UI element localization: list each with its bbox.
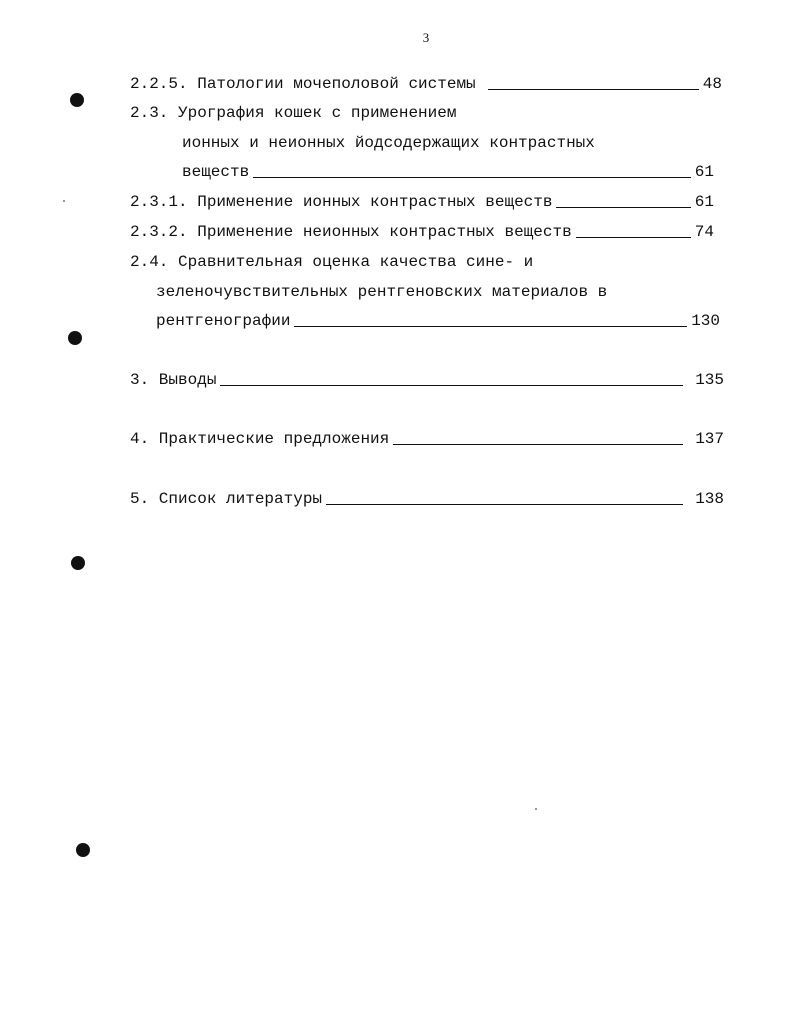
toc-entry-2-4-line3 <box>156 309 720 333</box>
toc-entry-3 <box>130 368 724 392</box>
toc-entry-2-2-5 <box>130 72 722 96</box>
toc-leader-line <box>220 385 683 386</box>
toc-entry-2-3-line2: ионных и неионных йодсодержащих контрастных <box>182 134 595 152</box>
toc-entry-2-3-line3 <box>182 160 714 184</box>
toc-page-number: 137 <box>695 430 724 448</box>
toc-leader-line <box>294 326 687 327</box>
toc-page-number: 61 <box>694 163 714 181</box>
toc-entry-4 <box>130 427 724 451</box>
toc-leader-line <box>488 89 699 90</box>
toc-entry-title: веществ <box>182 163 250 181</box>
scan-speck <box>535 808 537 810</box>
scan-speck <box>63 200 65 202</box>
toc-leader-line <box>253 177 691 178</box>
toc-page-number: 74 <box>694 223 714 241</box>
punch-hole-mark <box>70 93 84 107</box>
toc-entry-title: 5. Список литературы <box>130 490 323 508</box>
toc-entry-title: 2.2.5. Патологии мочеполовой системы <box>130 75 476 93</box>
punch-hole-mark <box>71 556 85 570</box>
toc-page-number: 138 <box>695 490 724 508</box>
page-number: 3 <box>422 30 430 45</box>
punch-hole-mark <box>68 331 82 345</box>
toc-entry-2-3-2 <box>130 220 714 244</box>
toc-entry-title: 2.3.1. Применение ионных контрастных веществ <box>130 193 553 211</box>
toc-entry-2-4-line1: 2.4. Сравнительная оценка качества сине- и <box>130 253 534 271</box>
toc-entry-5 <box>130 487 724 511</box>
toc-entry-2-3-1 <box>130 190 714 214</box>
toc-entry-2-4-line2: зеленочувствительных рентгеновских материалов в <box>156 283 608 301</box>
toc-leader-line <box>326 504 683 505</box>
toc-leader-line <box>576 237 691 238</box>
toc-entry-title: 4. Практические предложения <box>130 430 390 448</box>
toc-entry-title: 3. Выводы <box>130 371 217 389</box>
toc-page-number: 48 <box>702 75 722 93</box>
toc-page-number: 130 <box>691 312 720 330</box>
punch-hole-mark <box>76 843 90 857</box>
toc-entry-title: рентгенографии <box>156 312 291 330</box>
toc-entry-2-3-line1: 2.3. Урография кошек с применением <box>130 104 457 122</box>
toc-page-number: 135 <box>695 371 724 389</box>
toc-leader-line <box>393 444 683 445</box>
toc-page-number: 61 <box>694 193 714 211</box>
toc-entry-title: 2.3.2. Применение неионных контрастных веществ <box>130 223 572 241</box>
toc-leader-line <box>556 207 690 208</box>
